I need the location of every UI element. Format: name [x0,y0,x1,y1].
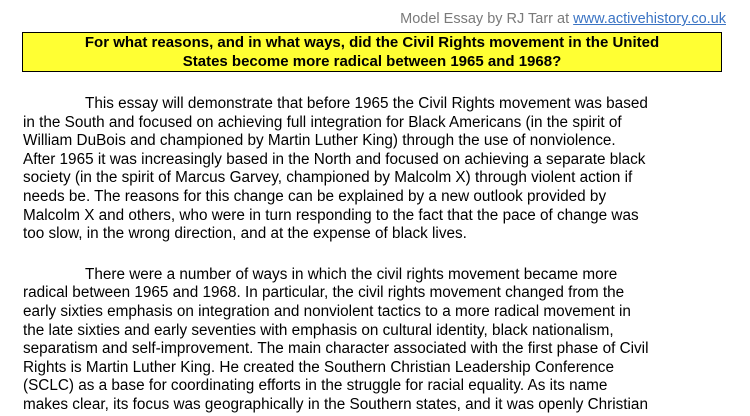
paragraph-intro [23,95,728,244]
paragraph-line: too slow, in the wrong direction, and at the expense of black lives. [23,225,467,243]
paragraph-line: William DuBois and championed by Martin Luther King) through the use of nonviolence. [23,132,616,150]
paragraph-line: Malcolm X and others, who were in turn responding to the fact that the pace of change was [23,206,639,224]
question-line: States become more radical between 1965 and 1968? [182,52,562,70]
essay-body [23,95,728,415]
paragraph-line: needs be. The reasons for this change can be explained by a new outlook provided by [23,187,607,205]
paragraph-line: early sixties emphasis on integration and nonviolent tactics to a more radical movement in [23,302,631,320]
paragraph-line: the late sixties and early seventies with emphasis on cultural identity, black nationalism, [23,321,614,339]
essay-question-box [22,32,722,72]
paragraph-line: Rights is Martin Luther King. He created the Southern Christian Leadership Conference [23,358,614,376]
paragraph-line: makes clear, its focus was geographically in the Southern states, and it was openly Christian [23,395,648,413]
site-link[interactable]: www.activehistory.co.uk [573,11,726,27]
paragraph-line: After 1965 it was increasingly based in the North and focused on achieving a separate black [23,150,646,168]
paragraph-line: This essay will demonstrate that before 1965 the Civil Rights movement was based [85,95,648,112]
paragraph-line: (SCLC) as a base for coordinating efforts in the struggle for racial equality. As its name [23,377,608,395]
essay-credit [400,11,726,27]
paragraph-line: society (in the spirit of Marcus Garvey, championed by Malcolm X) through violent action if [23,169,633,187]
paragraph-line: separatism and self-improvement. The main character associated with the first phase of Civil [23,340,649,358]
question-line: For what reasons, and in what ways, did the Civil Rights movement in the United [84,34,660,51]
paragraph-spacer [23,244,728,266]
paragraph-line: radical between 1965 and 1968. In particular, the civil rights movement changed from the [23,284,625,302]
paragraph-line: in the South and focused on achieving full integration for Black Americans (in the spirit of [23,113,622,131]
paragraph-line: There were a number of ways in which the civil rights movement became more [85,265,618,283]
paragraph-ways [23,266,728,415]
credit-prefix: Model Essay by RJ Tarr at [400,11,574,27]
